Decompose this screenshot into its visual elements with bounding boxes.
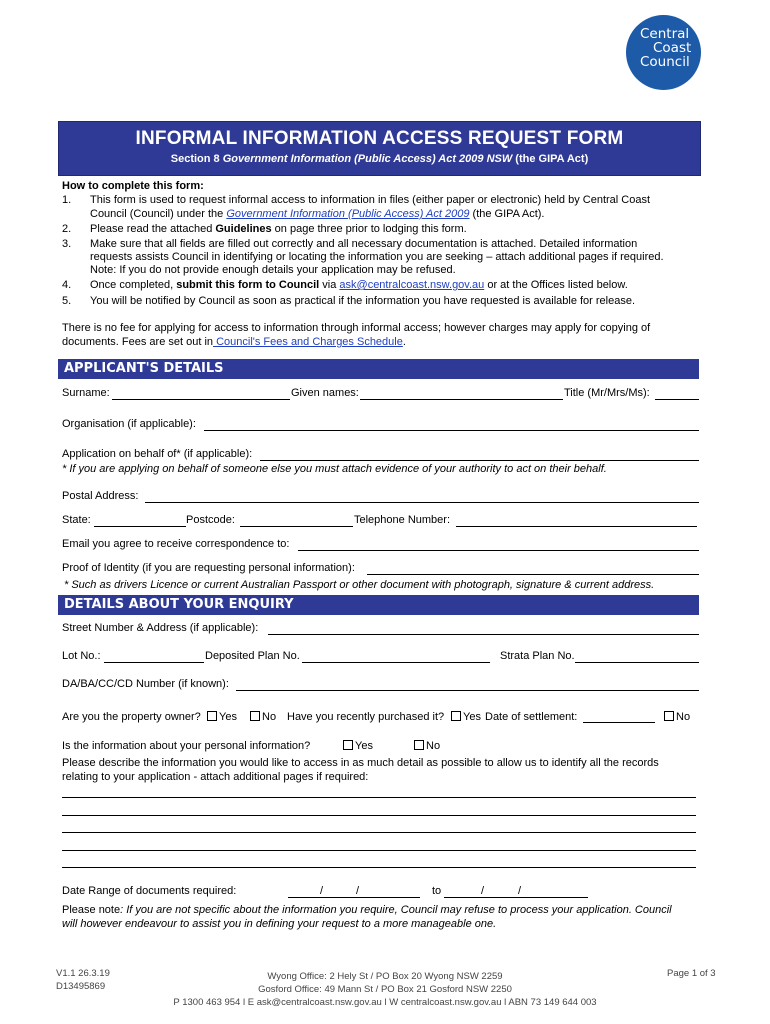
enquiry-details-header: DETAILS ABOUT YOUR ENQUIRY <box>58 595 699 615</box>
strata-plan-field[interactable] <box>575 662 699 663</box>
lot-label: Lot No.: <box>62 650 101 662</box>
fee-text-cont: documents. Fees are set out in Council's Fees and Charges Schedule. <box>62 336 406 348</box>
street-address-label: Street Number & Address (if applicable): <box>62 622 259 634</box>
form-title-banner <box>58 121 701 176</box>
description-line[interactable] <box>62 797 696 798</box>
personal-no-option[interactable]: No <box>414 740 440 752</box>
purchased-yes-option[interactable]: Yes <box>451 711 481 723</box>
howto-item-1: This form is used to request informal access to information in files (either paper or electronic) held by Central Coast <box>90 194 651 206</box>
email-label: Email you agree to receive correspondence to: <box>62 538 290 550</box>
postcode-field[interactable] <box>240 526 353 527</box>
item-number: 2. <box>62 223 72 235</box>
contact-details: P 1300 463 954 l E ask@centralcoast.nsw.gov.au l W centralcoast.nsw.gov.au l ABN 73 149 644 003 <box>173 997 597 1008</box>
surname-label: Surname: <box>62 387 110 399</box>
please-note: Please note: If you are not specific about the information you require, Council may refuse to process your application. Council <box>62 904 672 916</box>
checkbox[interactable] <box>207 711 217 721</box>
organisation-label: Organisation (if applicable): <box>62 418 196 430</box>
howto-item-3: Make sure that all fields are filled out correctly and all necessary documentation is attached. Detailed information <box>90 238 638 250</box>
howto-item-1-cont: Council (Council) under the Government Information (Public Access) Act 2009 (the GIPA Act). <box>90 208 545 220</box>
item-number: 5. <box>62 295 72 307</box>
version-label: V1.1 26.3.19 <box>56 968 110 979</box>
postcode-label: Postcode: <box>186 514 235 526</box>
da-number-field[interactable] <box>236 690 699 691</box>
date-separator: / <box>356 885 360 897</box>
proof-of-identity-label: Proof of Identity (if you are requesting personal information): <box>62 562 355 574</box>
strata-plan-label: Strata Plan No. <box>500 650 575 662</box>
telephone-label: Telephone Number: <box>354 514 451 526</box>
proof-of-identity-note: * Such as drivers Licence or current Australian Passport or other document with photograph, signature & current address. <box>64 579 655 591</box>
date-separator: / <box>481 885 485 897</box>
please-note-cont: will however endeavour to assist you in defining your request to a more manageable one. <box>62 918 497 930</box>
howto-item-2: Please read the attached Guidelines on page three prior to lodging this form. <box>90 223 467 235</box>
date-range-label: Date Range of documents required: <box>62 885 237 897</box>
deposited-plan-label: Deposited Plan No. <box>205 650 300 662</box>
description-line[interactable] <box>62 850 696 851</box>
description-line[interactable] <box>62 867 696 868</box>
form-title: INFORMAL INFORMATION ACCESS REQUEST FORM <box>135 128 624 149</box>
checkbox[interactable] <box>414 740 424 750</box>
howto-item-4: Once completed, submit this form to Council via ask@centralcoast.nsw.gov.au or at the Offices listed below. <box>90 279 628 291</box>
logo-line-3: Council <box>640 54 690 70</box>
logo-line-1: Central <box>640 26 690 42</box>
date-separator: / <box>518 885 522 897</box>
description-line[interactable] <box>62 832 696 833</box>
howto-item-3-cont: requests assists Council in identifying or locating the information you are seeking – attach additional pages if required. <box>90 251 664 263</box>
date-to-label: to <box>432 885 442 897</box>
recently-purchased-question: Have you recently purchased it? <box>287 711 445 723</box>
telephone-field[interactable] <box>456 526 697 527</box>
on-behalf-label: Application on behalf of* (if applicable): <box>62 448 253 460</box>
date-separator: / <box>320 885 324 897</box>
howto-item-5: You will be notified by Council as soon as practical if the information you have requested is available for release. <box>90 295 636 307</box>
email-field[interactable] <box>298 550 699 551</box>
settlement-date-label: Date of settlement: <box>485 711 578 723</box>
item-number: 4. <box>62 279 72 291</box>
checkbox[interactable] <box>664 711 674 721</box>
purchased-no-option[interactable]: No <box>664 711 690 723</box>
settlement-date-field[interactable] <box>583 722 655 723</box>
owner-no-option[interactable]: No <box>250 711 276 723</box>
form-subtitle: Section 8 Government Information (Public Access) Act 2009 NSW (the GIPA Act) <box>170 153 589 165</box>
given-names-label: Given names: <box>291 387 359 399</box>
date-from-field[interactable] <box>288 897 420 898</box>
postal-address-field[interactable] <box>145 502 699 503</box>
page-number: Page 1 of 3 <box>667 968 716 979</box>
property-owner-question: Are you the property owner? <box>62 711 201 723</box>
postal-address-label: Postal Address: <box>62 490 139 502</box>
state-field[interactable] <box>94 526 186 527</box>
deposited-plan-field[interactable] <box>302 662 490 663</box>
gipa-act-link[interactable]: Government Information (Public Access) Act 2009 <box>226 208 470 220</box>
organisation-field[interactable] <box>204 430 699 431</box>
checkbox[interactable] <box>451 711 461 721</box>
describe-instructions-cont: relating to your application - attach additional pages if required: <box>62 771 369 783</box>
item-number: 3. <box>62 238 72 250</box>
description-line[interactable] <box>62 815 696 816</box>
fees-schedule-link[interactable]: Council's Fees and Charges Schedule <box>213 336 403 348</box>
email-link[interactable]: ask@centralcoast.nsw.gov.au <box>339 279 485 291</box>
item-number: 1. <box>62 194 72 206</box>
surname-field[interactable] <box>112 399 290 400</box>
checkbox[interactable] <box>250 711 260 721</box>
owner-yes-option[interactable]: Yes <box>207 711 237 723</box>
personal-yes-option[interactable]: Yes <box>343 740 373 752</box>
logo-line-2: Coast <box>653 40 692 56</box>
howto-heading: How to complete this form: <box>62 180 204 192</box>
title-label: Title (Mr/Mrs/Ms): <box>564 387 650 399</box>
fee-text: There is no fee for applying for access to information through informal access; however charges may apply for copying of <box>62 322 651 334</box>
wyong-office-address: Wyong Office: 2 Hely St / PO Box 20 Wyong NSW 2259 <box>267 971 503 982</box>
describe-instructions: Please describe the information you would like to access in as much detail as possible to allow us to identify all the records <box>62 757 659 769</box>
gosford-office-address: Gosford Office: 49 Mann St / PO Box 21 Gosford NSW 2250 <box>258 984 512 995</box>
on-behalf-note: * If you are applying on behalf of someone else you must attach evidence of your authority to act on their behalf. <box>62 463 607 475</box>
checkbox[interactable] <box>343 740 353 750</box>
lot-field[interactable] <box>104 662 204 663</box>
proof-of-identity-field[interactable] <box>367 574 699 575</box>
on-behalf-field[interactable] <box>260 460 699 461</box>
applicant-details-header: APPLICANT'S DETAILS <box>58 359 699 379</box>
state-label: State: <box>62 514 91 526</box>
street-address-field[interactable] <box>268 634 699 635</box>
given-names-field[interactable] <box>360 399 563 400</box>
document-id: D13495869 <box>56 981 106 992</box>
personal-information-question: Is the information about your personal information? <box>62 740 311 752</box>
title-field[interactable] <box>655 399 699 400</box>
date-to-field[interactable] <box>444 897 588 898</box>
da-number-label: DA/BA/CC/CD Number (if known): <box>62 678 229 690</box>
central-coast-council-logo <box>626 15 701 90</box>
howto-item-3-note: Note: If you do not provide enough details your application may be refused. <box>90 264 456 276</box>
